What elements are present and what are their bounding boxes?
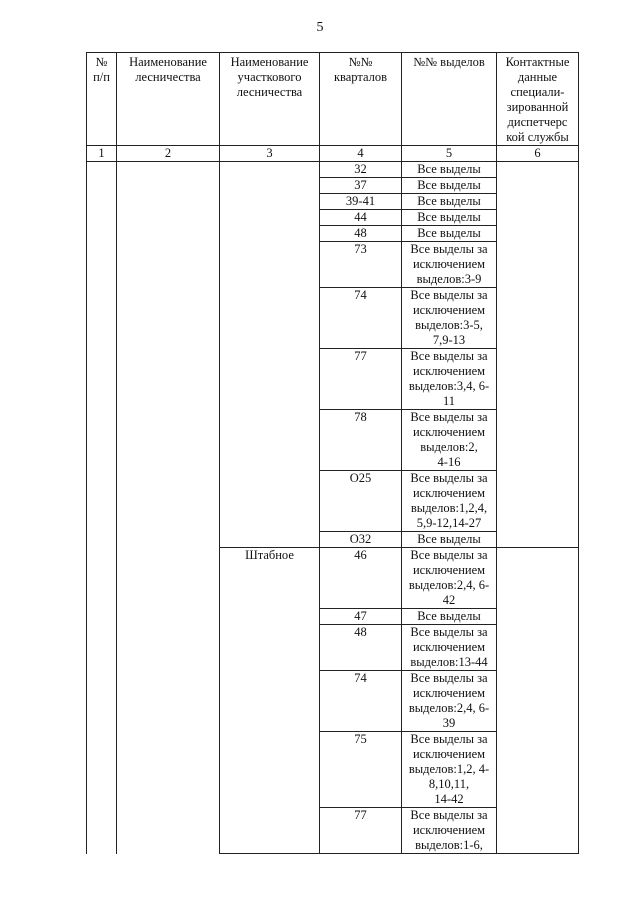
- cell-quarter: 46: [320, 548, 402, 609]
- cell-quarter: 77: [320, 349, 402, 410]
- cell-forestry: [117, 162, 220, 854]
- table-row: [87, 162, 579, 178]
- cell-divisions: Все выделы за исключением выделов:2,4, 6- 42: [402, 548, 497, 609]
- cell-row-number: [87, 162, 117, 854]
- cell-divisions: Все выделы: [402, 162, 497, 178]
- cell-divisions: Все выделы за исключением выделов:3-5, 7,9-13: [402, 288, 497, 349]
- header-col-number: № п/п: [87, 53, 117, 146]
- header-row: [87, 53, 579, 146]
- cell-contacts: [497, 548, 579, 854]
- cell-quarter: 73: [320, 242, 402, 288]
- cell-quarter: 44: [320, 210, 402, 226]
- header-col-district-forestry: Наименование участкового лесничества: [220, 53, 320, 146]
- cell-divisions: Все выделы: [402, 532, 497, 548]
- cell-divisions: Все выделы за исключением выделов:1,2,4, 5,9-12,14-27: [402, 471, 497, 532]
- cell-quarter: О25: [320, 471, 402, 532]
- col-number-2: 2: [117, 146, 220, 162]
- cell-quarter: 48: [320, 625, 402, 671]
- cell-divisions: Все выделы: [402, 609, 497, 625]
- cell-divisions: Все выделы за исключением выделов:1,2, 4- 8,10,11, 14-42: [402, 732, 497, 808]
- cell-divisions: Все выделы: [402, 194, 497, 210]
- cell-quarter: 37: [320, 178, 402, 194]
- header-col-forestry: Наименование лесничества: [117, 53, 220, 146]
- col-number-4: 4: [320, 146, 402, 162]
- cell-divisions: Все выделы за исключением выделов:1-6,: [402, 808, 497, 854]
- cell-quarter: 75: [320, 732, 402, 808]
- cell-district-forestry: Штабное: [220, 548, 320, 854]
- cell-divisions: Все выделы: [402, 210, 497, 226]
- cell-quarter: 74: [320, 288, 402, 349]
- cell-divisions: Все выделы за исключением выделов:2,4, 6- 39: [402, 671, 497, 732]
- cell-quarter: 47: [320, 609, 402, 625]
- page-number: 5: [316, 20, 324, 35]
- header-col-contacts: Контактные данные специали- зированной диспетчерс кой службы: [497, 53, 579, 146]
- cell-quarter: 78: [320, 410, 402, 471]
- cell-quarter: 48: [320, 226, 402, 242]
- forest-divisions-table: [86, 52, 579, 854]
- cell-quarter: 32: [320, 162, 402, 178]
- column-number-row: [87, 146, 579, 162]
- cell-divisions: Все выделы: [402, 178, 497, 194]
- header-col-divisions: №№ выделов: [402, 53, 497, 146]
- cell-district-forestry: [220, 162, 320, 548]
- cell-divisions: Все выделы за исключением выделов:3-9: [402, 242, 497, 288]
- cell-quarter: 39-41: [320, 194, 402, 210]
- cell-quarter: 74: [320, 671, 402, 732]
- cell-contacts: [497, 162, 579, 548]
- cell-divisions: Все выделы за исключением выделов:3,4, 6- 11: [402, 349, 497, 410]
- col-number-3: 3: [220, 146, 320, 162]
- cell-divisions: Все выделы: [402, 226, 497, 242]
- cell-quarter: 77: [320, 808, 402, 854]
- cell-quarter: О32: [320, 532, 402, 548]
- col-number-6: 6: [497, 146, 579, 162]
- col-number-1: 1: [87, 146, 117, 162]
- col-number-5: 5: [402, 146, 497, 162]
- header-col-quarters: №№ кварталов: [320, 53, 402, 146]
- cell-divisions: Все выделы за исключением выделов:13-44: [402, 625, 497, 671]
- cell-divisions: Все выделы за исключением выделов:2, 4-16: [402, 410, 497, 471]
